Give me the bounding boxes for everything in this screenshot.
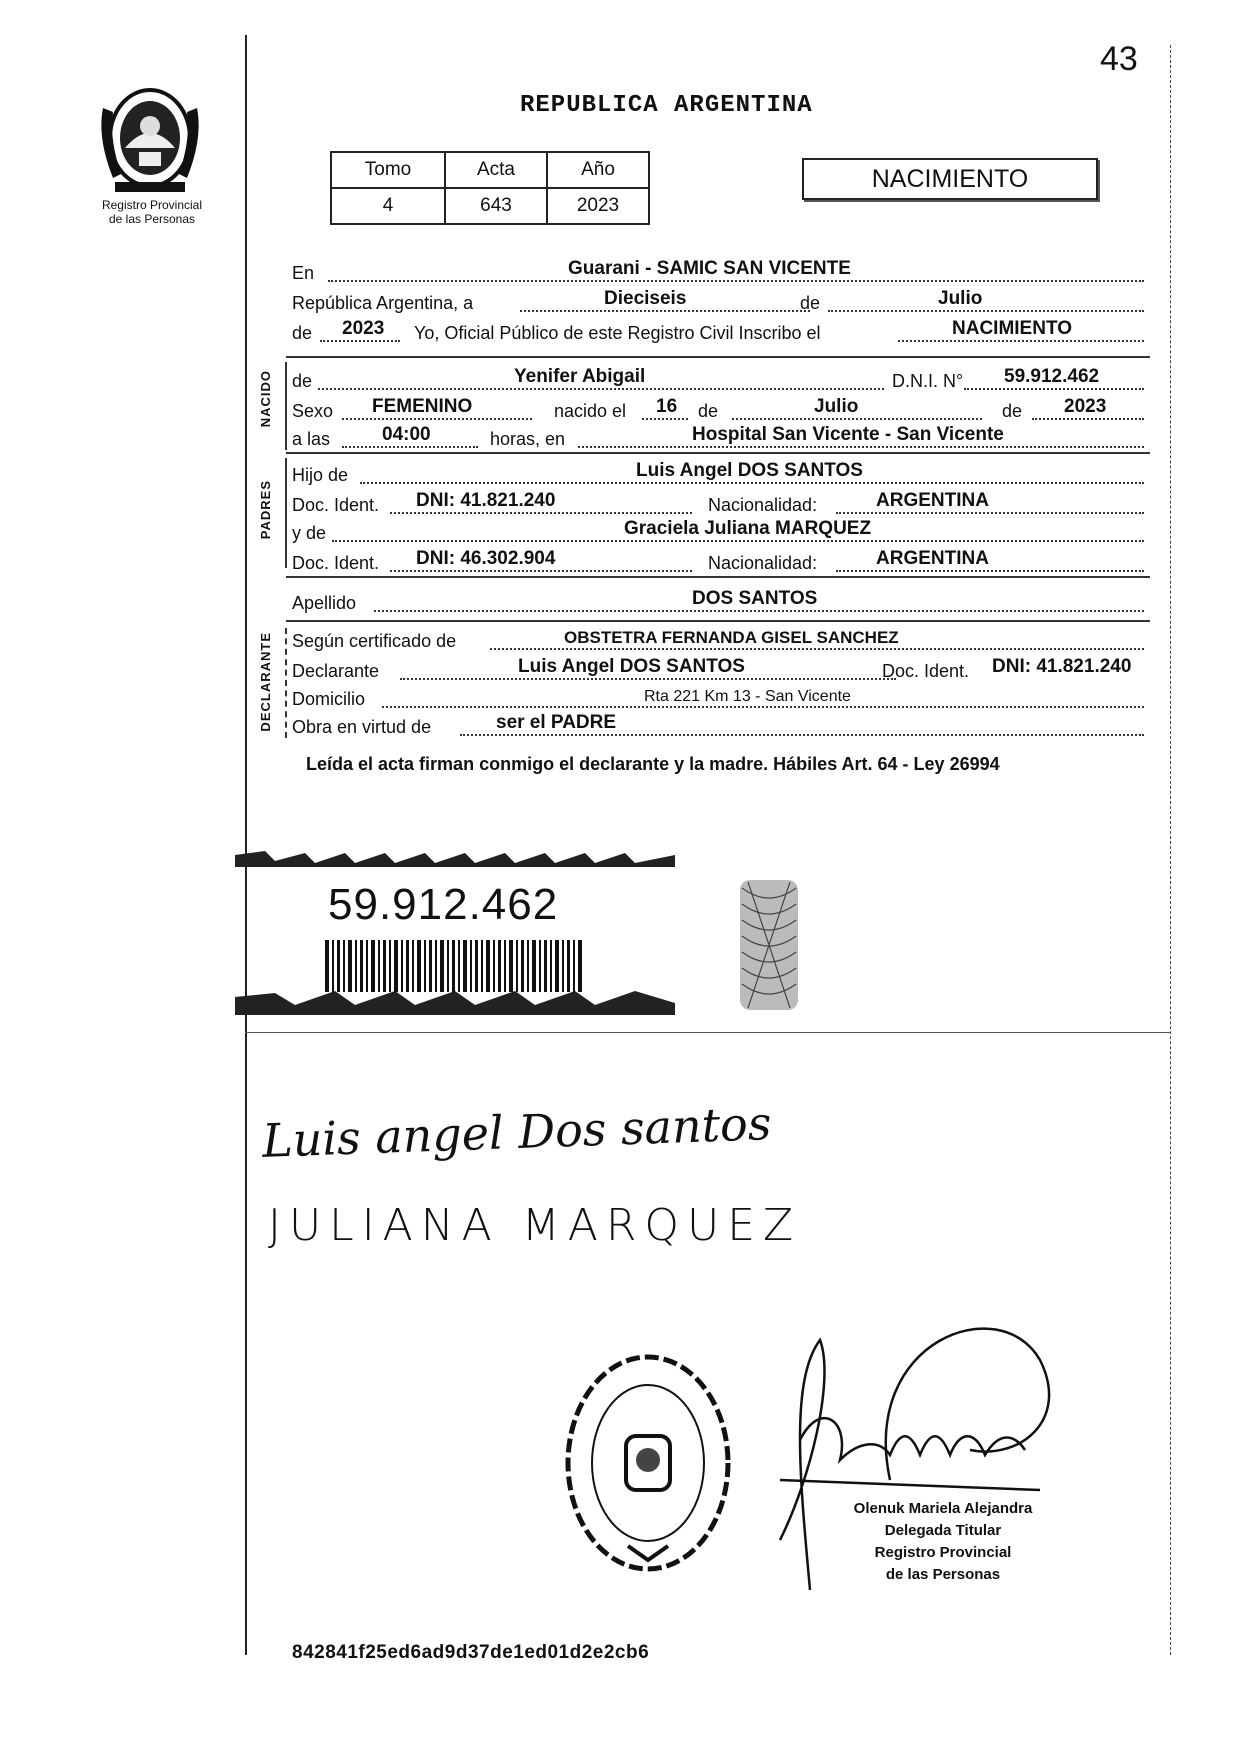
- official-signature-block: [828, 1498, 1058, 1586]
- place-value: Guarani - SAMIC SAN VICENTE: [568, 258, 851, 279]
- mother-name-value: Graciela Juliana MARQUEZ: [624, 518, 872, 539]
- row-father-name: Hijo de Luis Angel DOS SANTOS: [292, 460, 1150, 488]
- official-office-line1: Registro Provincial: [874, 1544, 1012, 1561]
- document-hash: 842841f25ed6ad9d37de1ed01d2e2cb6: [292, 1642, 650, 1663]
- anio-value: 2023: [547, 188, 649, 224]
- father-nationality-value: ARGENTINA: [876, 490, 989, 511]
- page-number: 43: [1100, 40, 1138, 78]
- father-handwritten-signature: Luis angel Dos santos: [261, 1096, 773, 1168]
- document-title: REPUBLICA ARGENTINA: [520, 92, 813, 119]
- birth-day-value: 16: [656, 396, 678, 417]
- acta-header: Acta: [445, 152, 547, 188]
- seal-caption: Registro Provincial de las Personas: [101, 198, 203, 226]
- declarant-doc-value: DNI: 41.821.240: [992, 656, 1132, 677]
- row-mother-name: y de Graciela Juliana MARQUEZ: [292, 518, 1150, 546]
- mother-doc-value: DNI: 46.302.904: [416, 548, 556, 569]
- birth-year-value: 2023: [1064, 396, 1107, 417]
- id-label-strip: [235, 845, 685, 1025]
- document-type-box: NACIMIENTO: [802, 158, 1098, 200]
- sex-value: FEMENINO: [372, 396, 473, 417]
- section-declarante-label: DECLARANTE: [258, 632, 273, 732]
- father-doc-value: DNI: 41.821.240: [416, 490, 556, 511]
- right-margin-line: [1170, 45, 1171, 1655]
- year-value: 2023: [342, 318, 385, 339]
- legal-text: Leída el acta firman conmigo el declarante y la madre. Hábiles Art. 64 - Ley 26994: [306, 754, 1000, 774]
- birth-time-value: 04:00: [382, 424, 431, 445]
- official-round-stamp: [560, 1350, 736, 1576]
- mother-nationality-value: ARGENTINA: [876, 548, 989, 569]
- row-time-place: a las 04:00 horas, en Hospital San Vicente - San Vicente: [292, 424, 1150, 452]
- row-year-act: de 2023 Yo, Oficial Público de este Registro Civil Inscribo el NACIMIENTO: [292, 318, 1150, 346]
- official-office-line2: de las Personas: [885, 1566, 1001, 1583]
- row-date: República Argentina, a Dieciseis de Julio: [292, 288, 1150, 316]
- acta-value: 643: [445, 188, 547, 224]
- row-child-name: de Yenifer Abigail D.N.I. N° 59.912.462: [292, 366, 1150, 394]
- security-hologram: [738, 878, 800, 1012]
- section-padres-label: PADRES: [258, 480, 273, 540]
- birth-month-value: Julio: [814, 396, 859, 417]
- id-label-number: 59.912.462: [328, 880, 559, 929]
- row-declarant: Declarante Luis Angel DOS SANTOS Doc. Ident. DNI: 41.821.240: [292, 656, 1132, 681]
- registry-table: [330, 151, 650, 225]
- row-place: En Guarani - SAMIC SAN VICENTE: [292, 258, 1150, 286]
- tomo-value: 4: [331, 188, 445, 224]
- section-nacido-label: NACIDO: [258, 370, 273, 428]
- day-text-value: Dieciseis: [604, 288, 687, 309]
- row-capacity: Obra en virtud de ser el PADRE: [292, 712, 1150, 740]
- surname-value: DOS SANTOS: [692, 588, 818, 609]
- row-sex-birth: Sexo FEMENINO nacido el 16 de Julio de 2023: [292, 396, 1150, 424]
- id-barcode: [325, 940, 585, 997]
- row-father-doc: Doc. Ident. DNI: 41.821.240 Nacionalidad: ARGENTINA: [292, 490, 1150, 518]
- address-value: Rta 221 Km 13 - San Vicente: [644, 688, 851, 705]
- anio-header: Año: [547, 152, 649, 188]
- mother-handwritten-signature: JULIANA MARQUEZ: [268, 1200, 802, 1251]
- father-name-value: Luis Angel DOS SANTOS: [636, 460, 863, 481]
- official-role: Delegada Titular: [884, 1522, 1002, 1539]
- row-address: Domicilio Rta 221 Km 13 - San Vicente: [292, 684, 1150, 712]
- child-dni-value: 59.912.462: [1004, 366, 1100, 387]
- child-name-value: Yenifer Abigail: [514, 366, 646, 387]
- capacity-value: ser el PADRE: [496, 712, 617, 733]
- official-name: Olenuk Mariela Alejandra: [853, 1500, 1033, 1517]
- misiones-seal: [95, 78, 205, 196]
- row-certificate: Según certificado de OBSTETRA FERNANDA GISEL SANCHEZ: [292, 626, 1150, 654]
- act-type-value: NACIMIENTO: [952, 318, 1072, 339]
- tomo-header: Tomo: [331, 152, 445, 188]
- month-text-value: Julio: [938, 288, 983, 309]
- row-mother-doc: Doc. Ident. DNI: 46.302.904 Nacionalidad: ARGENTINA: [292, 548, 1150, 576]
- row-surname: Apellido DOS SANTOS: [292, 588, 1150, 616]
- certificate-value: OBSTETRA FERNANDA GISEL SANCHEZ: [564, 628, 899, 647]
- declarant-name-value: Luis Angel DOS SANTOS: [518, 656, 745, 677]
- birth-place-value: Hospital San Vicente - San Vicente: [692, 424, 1004, 445]
